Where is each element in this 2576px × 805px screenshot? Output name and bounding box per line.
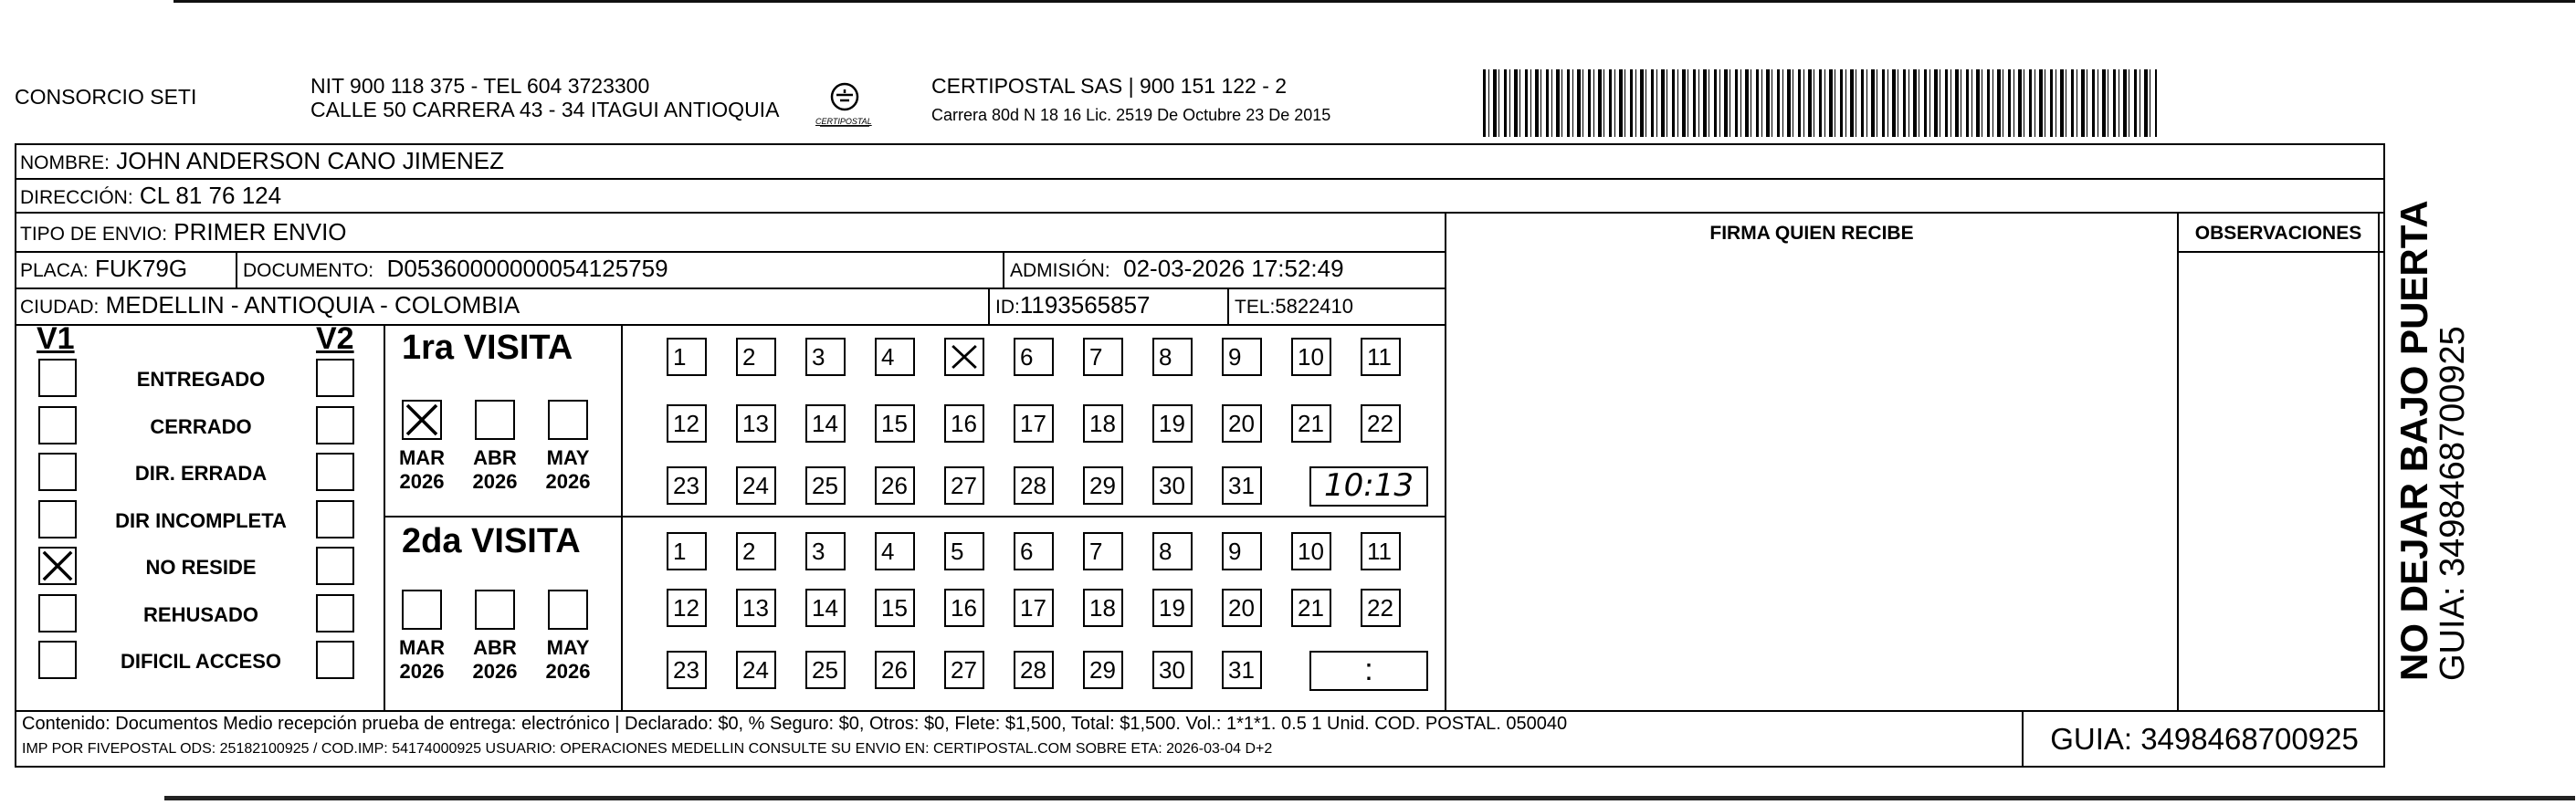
v2-header: V2 xyxy=(316,321,354,356)
day-box[interactable]: 28 xyxy=(1014,466,1054,505)
side-warning: NO DEJAR BAJO PUERTA xyxy=(2392,200,2435,681)
day-box[interactable]: 17 xyxy=(1014,589,1054,627)
day-box[interactable]: 13 xyxy=(736,589,776,627)
day-box[interactable]: 23 xyxy=(667,466,707,505)
nombre-field xyxy=(20,147,504,177)
rule xyxy=(988,288,990,324)
nombre-label: NOMBRE: xyxy=(20,152,110,173)
id-field xyxy=(995,291,1151,321)
day-box[interactable]: 31 xyxy=(1222,466,1262,505)
rule xyxy=(15,288,1445,289)
day-box[interactable] xyxy=(944,338,984,376)
footer-content-line: Contenido: Documentos Medio recepción prueba de entrega: electrónico | Declarado: $0, % Seguro: $0, Otros: $0, Flete: $1,500, Total: $1,500. Vol.: 1*1*1. 0.5 1 Unid. COD. POSTAL. 050040 xyxy=(22,714,1568,734)
placa-label: PLACA: xyxy=(20,260,89,281)
status-label: REHUSADO xyxy=(143,602,258,626)
barcode xyxy=(1483,69,2157,137)
month-checkbox[interactable] xyxy=(475,590,515,630)
month-checkbox[interactable] xyxy=(402,590,442,630)
status-label: NO RESIDE xyxy=(145,556,257,579)
tipo-label: TIPO DE ENVIO: xyxy=(20,224,168,245)
direccion-value: CL 81 76 124 xyxy=(139,182,282,209)
v1-checkbox[interactable] xyxy=(38,547,77,585)
nit-line: NIT 900 118 375 - TEL 604 3723300 xyxy=(310,74,650,98)
rule xyxy=(384,516,1445,518)
month-label: MAY 2026 xyxy=(545,446,591,493)
direccion-field xyxy=(20,182,281,212)
day-box[interactable]: 7 xyxy=(1083,338,1123,376)
day-box[interactable]: 31 xyxy=(1222,651,1262,689)
day-box[interactable]: 4 xyxy=(875,338,915,376)
month-label: ABR 2026 xyxy=(472,636,518,683)
day-box[interactable]: 10 xyxy=(1291,338,1331,376)
v1-checkbox[interactable] xyxy=(38,359,77,397)
day-box[interactable]: 4 xyxy=(875,532,915,570)
v2-checkbox[interactable] xyxy=(316,406,354,444)
day-box[interactable]: 1 xyxy=(667,532,707,570)
month-label: ABR 2026 xyxy=(472,446,518,493)
time-box[interactable]: : xyxy=(1309,651,1428,691)
day-box[interactable]: 16 xyxy=(944,404,984,443)
day-box[interactable]: 10 xyxy=(1291,532,1331,570)
day-box[interactable]: 22 xyxy=(1361,589,1401,627)
tel-label: TEL: xyxy=(1235,297,1276,318)
placa-field xyxy=(20,255,187,285)
rule xyxy=(2378,212,2380,710)
day-box[interactable]: 16 xyxy=(944,589,984,627)
status-label: DIR INCOMPLETA xyxy=(115,508,287,532)
tipo-field xyxy=(20,218,347,248)
day-box[interactable]: 17 xyxy=(1014,404,1054,443)
v2-checkbox[interactable] xyxy=(316,500,354,538)
tel-field xyxy=(1235,293,1353,321)
day-box[interactable]: 29 xyxy=(1083,651,1123,689)
day-box[interactable]: 26 xyxy=(875,466,915,505)
rule xyxy=(2177,251,2385,253)
top-rule xyxy=(173,0,2575,3)
rule xyxy=(1445,212,1446,710)
day-box[interactable]: 3 xyxy=(805,338,846,376)
day-box[interactable]: 29 xyxy=(1083,466,1123,505)
rule xyxy=(384,324,385,710)
day-box[interactable]: 20 xyxy=(1222,589,1262,627)
visit1-title: 1ra VISITA xyxy=(402,329,573,367)
day-box[interactable]: 20 xyxy=(1222,404,1262,443)
v2-checkbox[interactable] xyxy=(316,359,354,397)
month-label: MAR 2026 xyxy=(398,446,446,493)
day-box[interactable]: 6 xyxy=(1014,532,1054,570)
status-label: ENTREGADO xyxy=(136,368,266,391)
address-line: CALLE 50 CARRERA 43 - 34 ITAGUI ANTIOQUIA xyxy=(310,98,780,121)
day-box[interactable]: 15 xyxy=(875,589,915,627)
direccion-label: DIRECCIÓN: xyxy=(20,187,133,208)
admision-field xyxy=(1010,255,1344,285)
rule xyxy=(236,251,237,288)
month-checkbox[interactable] xyxy=(548,590,588,630)
day-box[interactable]: 18 xyxy=(1083,404,1123,443)
rule xyxy=(2177,212,2179,710)
carrier-sub: Carrera 80d N 18 16 Lic. 2519 De Octubre 23 De 2015 xyxy=(931,106,1331,124)
day-box[interactable]: 28 xyxy=(1014,651,1054,689)
day-box[interactable]: 25 xyxy=(805,651,846,689)
day-box[interactable]: 21 xyxy=(1291,404,1331,443)
ciudad-label: CIUDAD: xyxy=(20,297,100,318)
day-box[interactable]: 21 xyxy=(1291,589,1331,627)
nombre-value: JOHN ANDERSON CANO JIMENEZ xyxy=(116,147,504,174)
month-label: MAR 2026 xyxy=(398,636,446,683)
day-box[interactable]: 2 xyxy=(736,338,776,376)
documento-value: D05360000000054125759 xyxy=(386,255,668,282)
guia-number: GUIA: 3498468700925 xyxy=(2022,712,2385,767)
rule xyxy=(1227,288,1229,324)
tel-value: 5822410 xyxy=(1275,295,1354,318)
month-checkbox[interactable] xyxy=(548,400,588,440)
ciudad-field xyxy=(20,291,520,321)
footer-print-line: IMP POR FIVEPOSTAL ODS: 25182100925 / COD.IMP: 54174000925 USUARIO: OPERACIONES MEDELLIN CONSULTE SU ENVIO EN: CERTIPOSTAL.COM SOBRE ETA: 2026-03-04 D+2 xyxy=(22,741,1273,757)
rule xyxy=(15,212,2385,214)
v2-checkbox[interactable] xyxy=(316,641,354,679)
carrier-line: CERTIPOSTAL SAS | 900 151 122 - 2 xyxy=(931,74,1288,98)
side-text xyxy=(2394,42,2471,681)
time-box[interactable]: 10:13 xyxy=(1309,466,1428,507)
day-box[interactable]: 12 xyxy=(667,589,707,627)
day-box[interactable]: 9 xyxy=(1222,532,1262,570)
day-box[interactable]: 7 xyxy=(1083,532,1123,570)
observaciones-header: OBSERVACIONES xyxy=(2194,223,2362,244)
month-label: MAY 2026 xyxy=(545,636,591,683)
day-box[interactable]: 3 xyxy=(805,532,846,570)
day-box[interactable]: 1 xyxy=(667,338,707,376)
placa-value: FUK79G xyxy=(94,255,188,282)
day-box[interactable]: 30 xyxy=(1152,466,1193,505)
day-box[interactable]: 15 xyxy=(875,404,915,443)
id-value: 1193565857 xyxy=(1019,291,1151,319)
status-label: DIFICIL ACCESO xyxy=(120,650,281,673)
day-box[interactable]: 25 xyxy=(805,466,846,505)
day-box[interactable]: 22 xyxy=(1361,404,1401,443)
v2-checkbox[interactable] xyxy=(316,594,354,632)
tipo-value: PRIMER ENVIO xyxy=(173,218,347,246)
day-box[interactable]: 11 xyxy=(1361,338,1401,376)
day-box[interactable]: 13 xyxy=(736,404,776,443)
v1-checkbox[interactable] xyxy=(38,453,77,491)
v2-checkbox[interactable] xyxy=(316,547,354,585)
day-box[interactable]: 11 xyxy=(1361,532,1401,570)
rule xyxy=(15,251,1445,253)
side-guia: GUIA: 3498468700925 xyxy=(2434,326,2472,681)
day-box[interactable]: 24 xyxy=(736,651,776,689)
admision-label: ADMISIÓN: xyxy=(1010,260,1110,281)
day-box[interactable]: 19 xyxy=(1152,404,1193,443)
v1-header: V1 xyxy=(37,321,75,356)
bottom-rule xyxy=(164,796,2575,800)
month-checkbox[interactable] xyxy=(475,400,515,440)
id-label: ID: xyxy=(995,297,1020,318)
day-box[interactable]: 18 xyxy=(1083,589,1123,627)
v1-checkbox[interactable] xyxy=(38,641,77,679)
v2-checkbox[interactable] xyxy=(316,453,354,491)
rule xyxy=(15,324,1445,326)
day-box[interactable]: 14 xyxy=(805,589,846,627)
day-box[interactable]: 12 xyxy=(667,404,707,443)
day-box[interactable]: 27 xyxy=(944,466,984,505)
status-label: DIR. ERRADA xyxy=(134,462,268,485)
day-box[interactable]: 8 xyxy=(1152,338,1193,376)
visit2-title: 2da VISITA xyxy=(402,522,581,560)
rule xyxy=(1003,251,1004,288)
day-box[interactable]: 14 xyxy=(805,404,846,443)
logo-text: CERTIPOSTAL xyxy=(815,117,872,126)
rule xyxy=(621,324,623,710)
day-box[interactable]: 24 xyxy=(736,466,776,505)
ciudad-value: MEDELLIN - ANTIOQUIA - COLOMBIA xyxy=(105,291,520,319)
month-checkbox[interactable] xyxy=(402,400,442,440)
day-box[interactable]: 23 xyxy=(667,651,707,689)
v1-checkbox[interactable] xyxy=(38,406,77,444)
day-box[interactable]: 6 xyxy=(1014,338,1054,376)
day-box[interactable]: 30 xyxy=(1152,651,1193,689)
firma-header: FIRMA QUIEN RECIBE xyxy=(1709,223,1914,244)
v1-checkbox[interactable] xyxy=(38,500,77,538)
day-box[interactable]: 27 xyxy=(944,651,984,689)
day-box[interactable]: 19 xyxy=(1152,589,1193,627)
admision-value: 02-03-2026 17:52:49 xyxy=(1123,255,1344,282)
day-box[interactable]: 8 xyxy=(1152,532,1193,570)
status-label: CERRADO xyxy=(150,414,252,438)
documento-field xyxy=(243,255,668,285)
day-box[interactable]: 5 xyxy=(944,532,984,570)
rule xyxy=(15,178,2385,180)
company-name: CONSORCIO SETI xyxy=(15,85,197,109)
day-box[interactable]: 9 xyxy=(1222,338,1262,376)
documento-label: DOCUMENTO: xyxy=(243,260,374,281)
day-box[interactable]: 26 xyxy=(875,651,915,689)
day-box[interactable]: 2 xyxy=(736,532,776,570)
v1-checkbox[interactable] xyxy=(38,594,77,632)
